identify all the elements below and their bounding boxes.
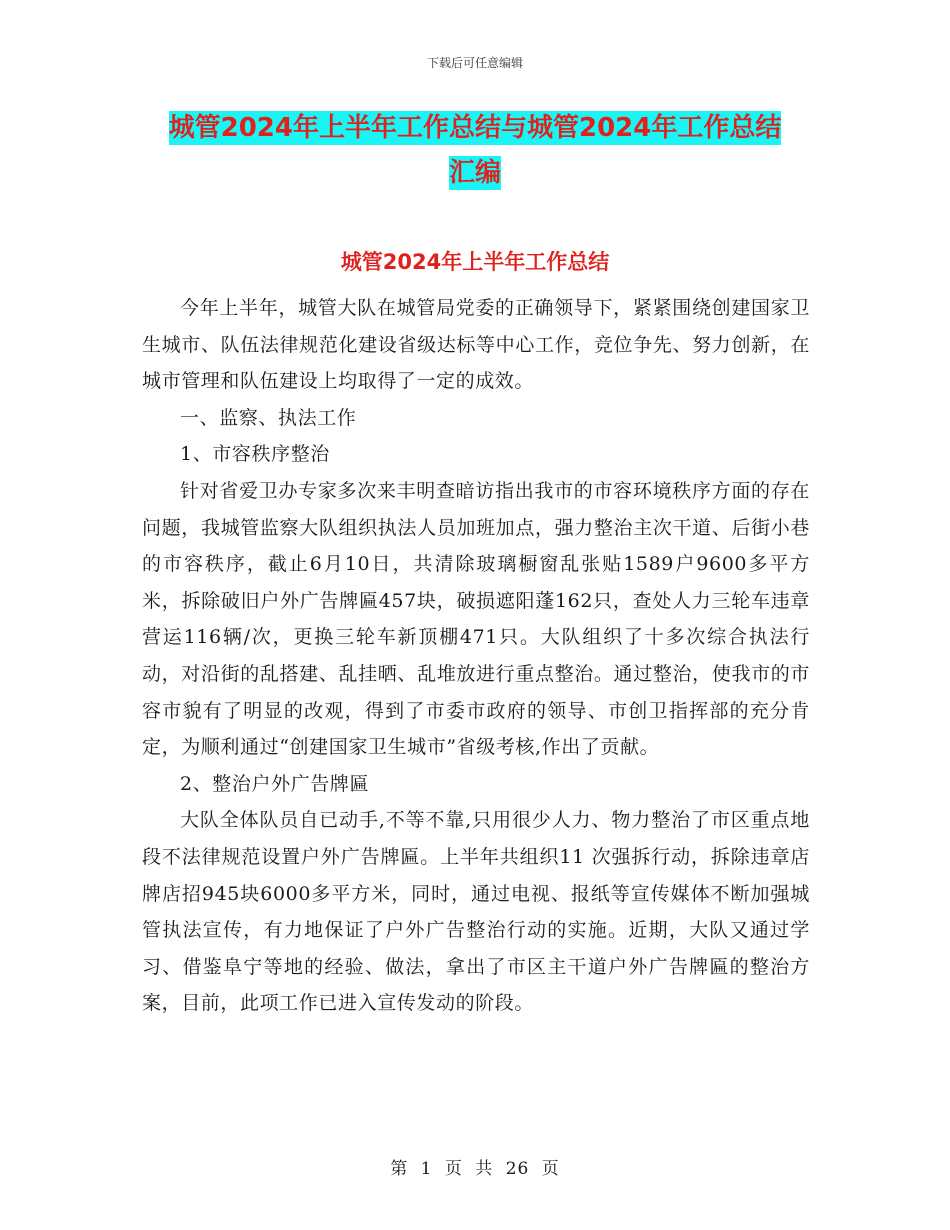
section-title: 城管2024年上半年工作总结: [340, 250, 610, 274]
document-body: [142, 290, 810, 1022]
header-note: 下载后可任意编辑: [426, 56, 523, 70]
heading-supervision-enforcement: 一、监察、执法工作: [180, 406, 357, 429]
document-title-line2: 汇编: [448, 158, 501, 188]
heading-billboards: 2、整治户外广告牌匾: [180, 772, 370, 795]
page-indicator: 第 1 页 共 26 页: [390, 1159, 560, 1179]
paragraph-city-order: 针对省爱卫办专家多次来丰明查暗访指出我市的市容环境秩序方面的存在问题，我城管监察大队组织执法人员加班加点，强力整治主次干道、后街小巷的市容秩序，截止6月10日，共清除玻璃橱窗乱张贴1589户9600多平方米，拆除破旧户外广告牌匾457块，破损遮阳蓬162只，查处人力三轮车违章营运116辆/次，更换三轮车新顶棚471只。大队组织了十多次综合执法行动，对沿街的乱搭建、乱挂晒、乱堆放进行重点整治。通过整治，使我市的市容市貌有了明显的改观，得到了市委市政府的领导、市创卫指挥部的充分肯定，为顺利通过“创建国家卫生城市”省级考核,作出了贡献。: [142, 479, 810, 759]
document-title: [140, 106, 810, 196]
document-title-line1: 城管2024年上半年工作总结与城管2024年工作总结: [168, 113, 782, 143]
paragraph-intro: 今年上半年，城管大队在城管局党委的正确领导下，紧紧围绕创建国家卫生城市、队伍法律规范化建设省级达标等中心工作，竞位争先、努力创新，在城市管理和队伍建设上均取得了一定的成效。: [142, 297, 810, 393]
heading-city-order: 1、市容秩序整治: [180, 443, 330, 466]
paragraph-billboards: 大队全体队员自已动手,不等不靠,只用很少人力、物力整治了市区重点地段不法律规范设置户外广告牌匾。上半年共组织11 次强拆行动，拆除违章店牌店招945块6000多平方米，同时，通过电视、报纸等宣传媒体不断加强城管执法宣传，有力地保证了户外广告整治行动的实施。近期，大队又通过学习、借鉴阜宁等地的经验、做法，拿出了市区主干道户外广告牌匾的整治方案，目前，此项工作已进入宣传发动的阶段。: [142, 809, 810, 1015]
